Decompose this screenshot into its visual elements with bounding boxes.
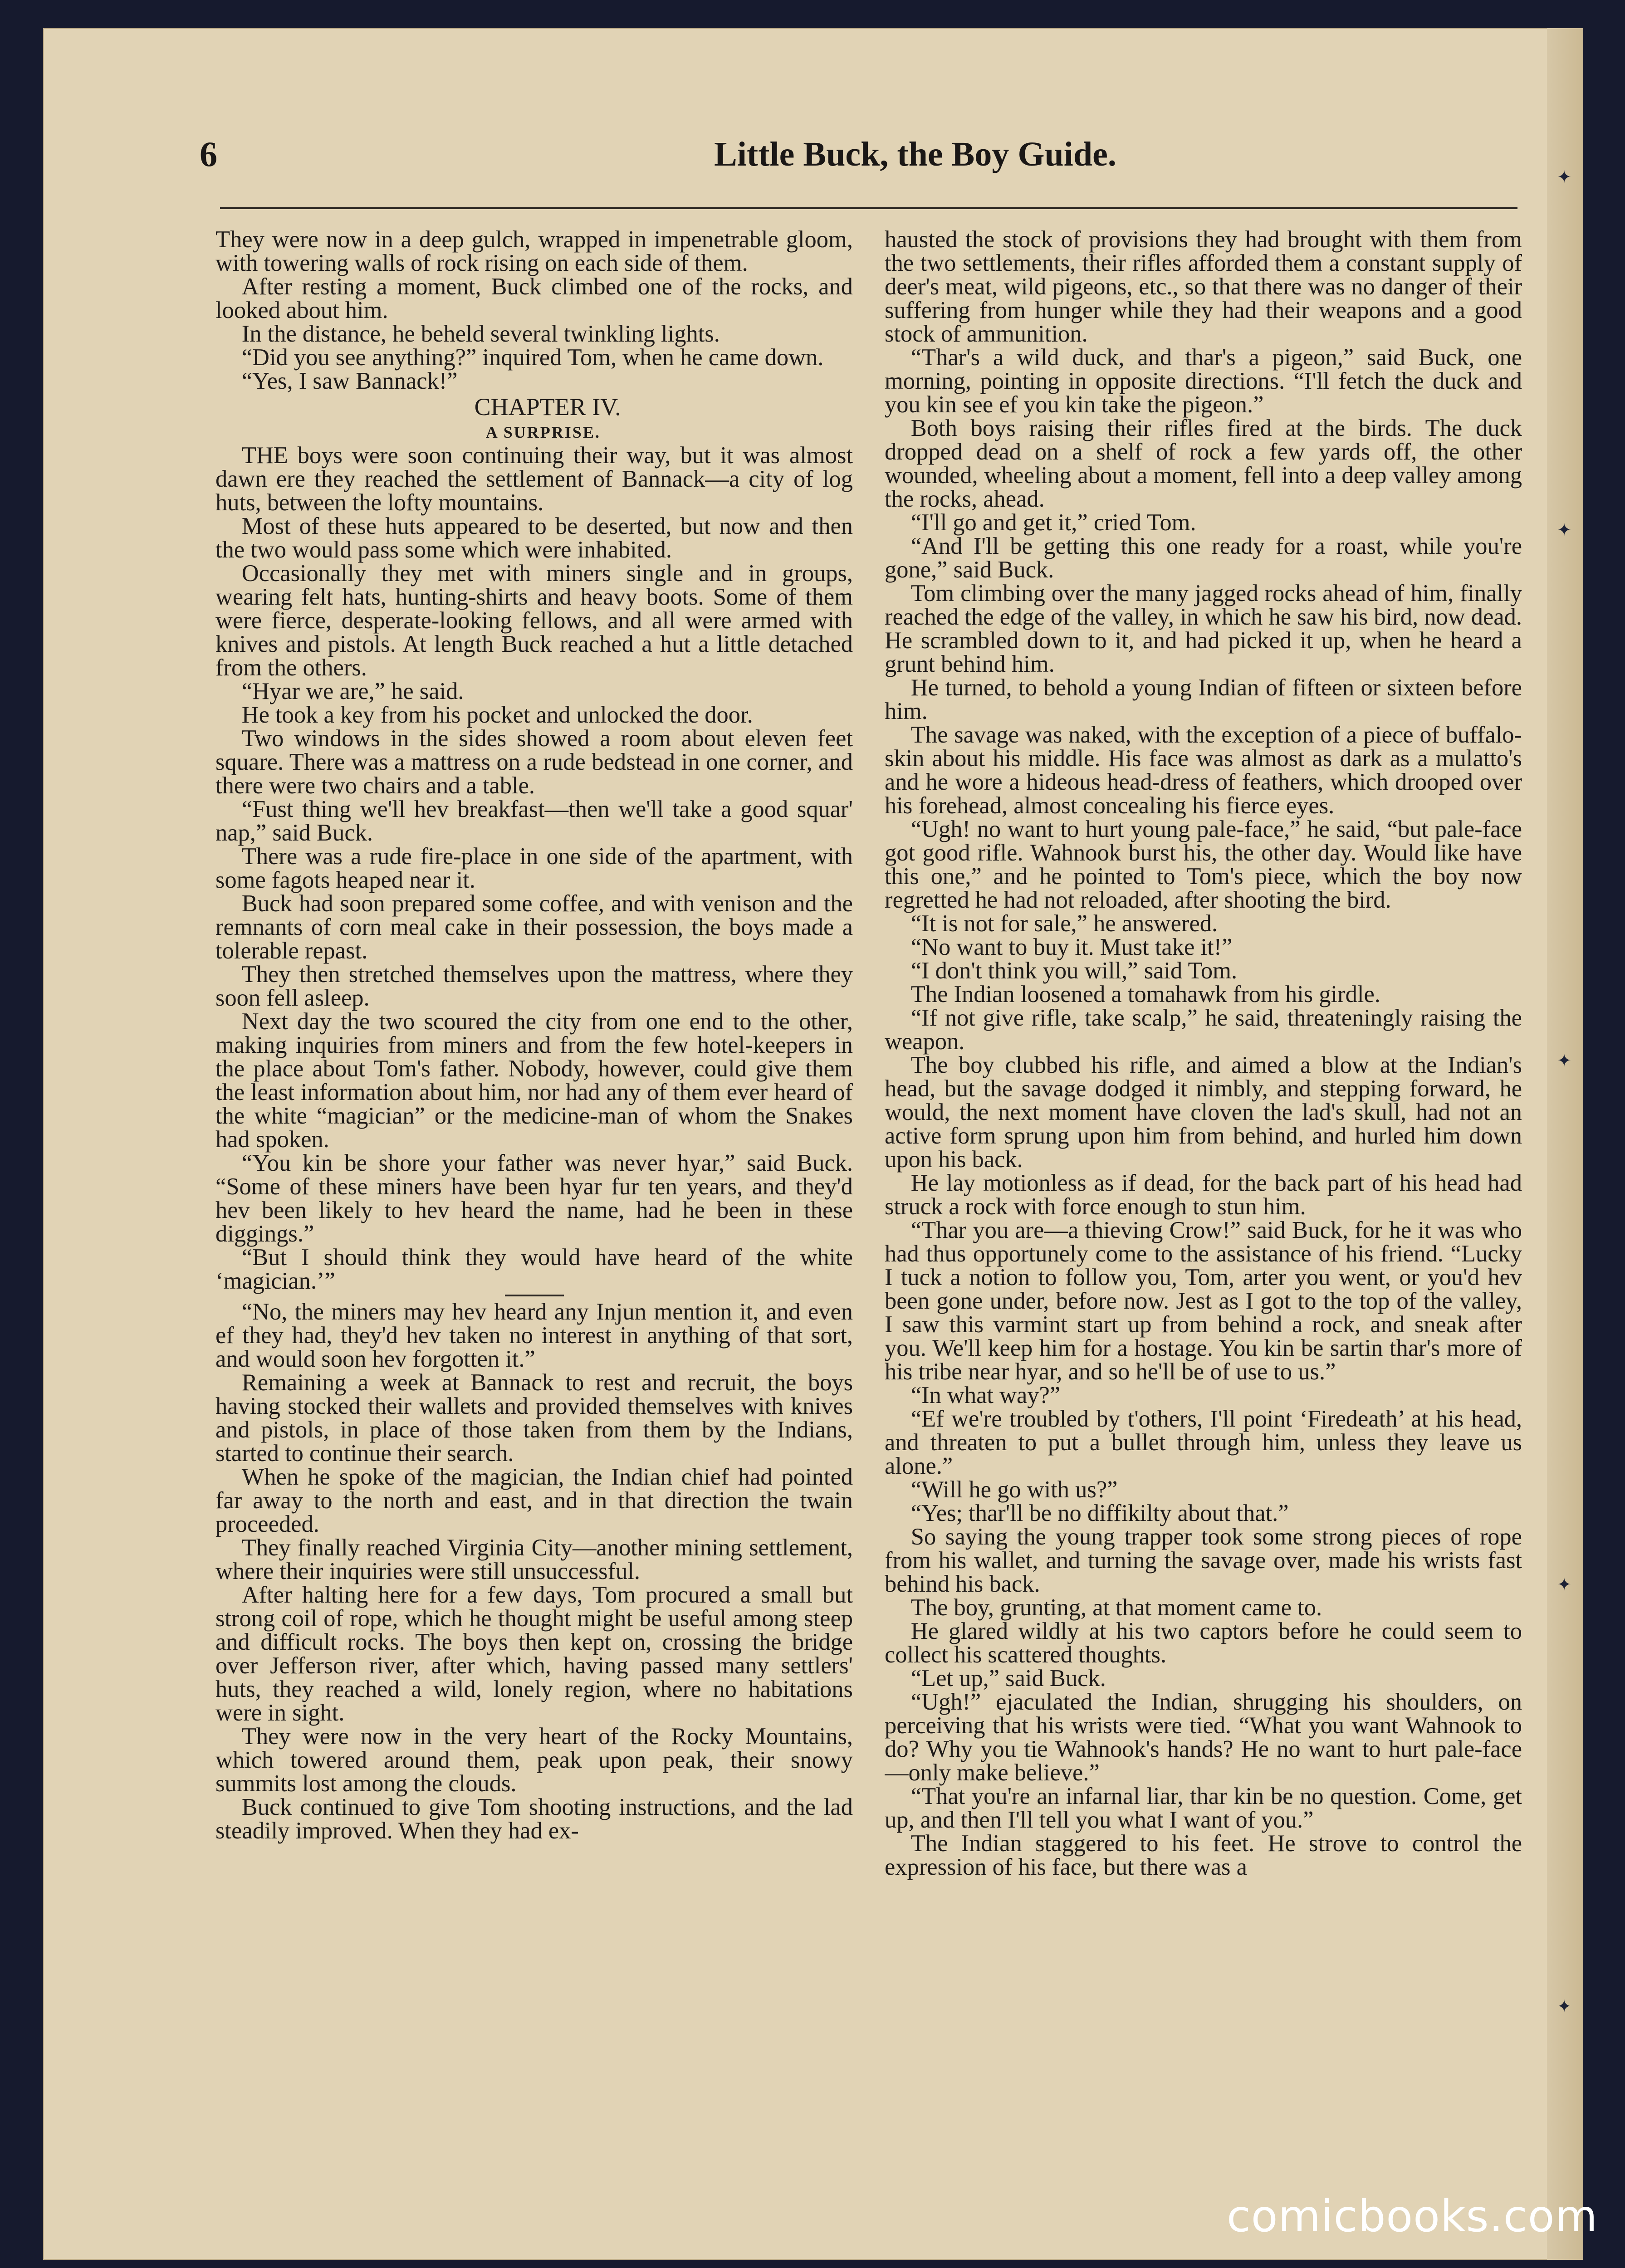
- paragraph: Remaining a week at Bannack to rest and recruit, the boys having stocked their wallets and provided themselves with knives and pistols, in place of those taken from them by the Indians, started to continue their search.: [215, 1369, 853, 1466]
- paragraph: “I don't think you will,” said Tom.: [910, 958, 1238, 984]
- paragraph: Buck continued to give Tom shooting instructions, and the lad steadily improved. When they had ex-: [215, 1794, 853, 1844]
- paragraph: “Fust thing we'll hev breakfast—then we'll take a good squar' nap,” said Buck.: [215, 796, 853, 846]
- paragraph: “Thar's a wild duck, and thar's a pigeon,” said Buck, one morning, pointing in opposite directions. “I'll fetch the duck and you kin see ef you kin take the pigeon.”: [885, 344, 1522, 418]
- section-divider: [505, 1295, 564, 1296]
- paragraph: hausted the stock of provisions they had brought with them from the two settlements, their rifles afforded them a constant supply of deer's meat, wild pigeons, etc., so that there was no danger of their suffering from hunger while they had their weapons and a good stock of ammunition.: [885, 228, 1522, 347]
- paragraph: He took a key from his pocket and unlocked the door.: [241, 702, 753, 728]
- paragraph: “Let up,” said Buck.: [910, 1665, 1106, 1691]
- paragraph: “If not give rifle, take scalp,” he said, threateningly raising the weapon.: [885, 1005, 1522, 1055]
- paragraph: “But I should think they would have heard of the white ‘magician.’”: [215, 1244, 853, 1294]
- binding-staple-icon: ✦: [1557, 520, 1571, 540]
- paragraph: They were now in a deep gulch, wrapped in impenetrable gloom, with towering walls of rock rising on each side of them.: [215, 228, 853, 276]
- header-rule: [220, 207, 1517, 209]
- paragraph: Next day the two scoured the city from one end to the other, making inquiries from miners and from the few hotel-keepers in the place about Tom's father. Nobody, however, could give them the least information about him, nor had any of them ever heard of the white “magician” or the medicine-man of whom the Snakes had spoken.: [215, 1008, 853, 1153]
- paragraph: So saying the young trapper took some strong pieces of rope from his wallet, and turning the savage over, made his wrists fast behind his back.: [885, 1524, 1522, 1597]
- binding-staple-icon: ✦: [1557, 167, 1571, 187]
- running-title: Little Buck, the Boy Guide.: [714, 135, 1116, 173]
- page-header: [200, 132, 1522, 181]
- paragraph: Two windows in the sides showed a room about eleven feet square. There was a mattress on a rude bedstead in one corner, and there were two chairs and a table.: [215, 725, 853, 799]
- paragraph: THE boys were soon continuing their way, but it was almost dawn ere they reached the settlement of Bannack—a city of log huts, between the lofty mountains.: [215, 442, 853, 516]
- chapter-subtitle: A SURPRISE.: [485, 423, 601, 441]
- paragraph: “Did you see anything?” inquired Tom, when he came down.: [241, 344, 824, 371]
- right-text-column: [885, 228, 1522, 2133]
- paragraph: “You kin be shore your father was never hyar,” said Buck. “Some of these miners have been hyar fur ten years, and they'd hev been likely to hev heard the name, had he been in these diggings.”: [215, 1150, 853, 1247]
- paragraph: There was a rude fire-place in one side of the apartment, with some fagots heaped near it.: [215, 843, 853, 893]
- paragraph: “I'll go and get it,” cried Tom.: [910, 509, 1196, 536]
- paragraph: He lay motionless as if dead, for the back part of his head had struck a rock with force enough to stun him.: [885, 1170, 1522, 1220]
- paragraph: The Indian loosened a tomahawk from his girdle.: [910, 981, 1380, 1007]
- binding-staple-icon: ✦: [1557, 1051, 1571, 1070]
- paragraph: When he spoke of the magician, the Indian chief had pointed far away to the north and east, and in that direction the twain proceeded.: [215, 1464, 853, 1537]
- binding-staple-icon: ✦: [1557, 1574, 1571, 1594]
- left-text-column: [215, 228, 853, 2133]
- paragraph: “No want to buy it. Must take it!”: [910, 934, 1233, 960]
- paragraph: “Hyar we are,” he said.: [241, 678, 464, 704]
- paragraph: “And I'll be getting this one ready for a roast, while you're gone,” said Buck.: [885, 533, 1522, 583]
- paragraph: He turned, to behold a young Indian of fifteen or sixteen before him.: [885, 675, 1522, 724]
- paragraph: The boy, grunting, at that moment came to.: [910, 1594, 1322, 1621]
- paragraph: The boy clubbed his rifle, and aimed a blow at the Indian's head, but the savage dodged it nimbly, and stepping forward, he would, the next moment have cloven the lad's skull, had not an active form sprung upon him from behind, and hurled him down upon his back.: [885, 1052, 1522, 1173]
- paragraph: “Ef we're troubled by t'others, I'll point ‘Firedeath’ at his head, and threaten to put a bullet through him, unless they leave us alone.”: [885, 1406, 1522, 1479]
- paragraph: “Will he go with us?”: [910, 1476, 1118, 1503]
- paragraph: Both boys raising their rifles fired at the birds. The duck dropped dead on a shelf of rock a few yards off, the other wounded, wheeling about a moment, fell into a deep valley among the rocks, ahead.: [885, 415, 1522, 512]
- paragraph: Tom climbing over the many jagged rocks ahead of him, finally reached the edge of the valley, in which he saw his bird, now dead. He scrambled down to it, and had picked it up, when he heard a grunt behind him.: [885, 580, 1522, 677]
- chapter-title: CHAPTER IV.: [474, 393, 621, 420]
- paragraph: “That you're an infarnal liar, thar kin be no question. Come, get up, and then I'll tell you what I want of you.”: [885, 1783, 1522, 1833]
- paragraph: “Yes, I saw Bannack!”: [241, 368, 458, 394]
- binding-staple-icon: ✦: [1557, 1996, 1571, 2016]
- paragraph: “Yes; thar'll be no diffikilty about that.”: [910, 1500, 1289, 1526]
- paragraph: “In what way?”: [910, 1382, 1061, 1408]
- paragraph: The savage was naked, with the exception of a piece of buffalo-skin about his middle. His face was almost as dark as a mulatto's and he wore a hideous head-dress of feathers, which drooped over his forehead, almost concealing his fierce eyes.: [885, 722, 1522, 819]
- paragraph: They were now in the very heart of the Rocky Mountains, which towered around them, peak upon peak, their snowy summits lost among the clouds.: [215, 1723, 853, 1797]
- magazine-page: [43, 28, 1583, 2260]
- paragraph: The Indian staggered to his feet. He strove to control the expression of his face, but there was a: [885, 1830, 1522, 1880]
- paragraph: “It is not for sale,” he answered.: [910, 910, 1218, 937]
- page-number: 6: [200, 134, 217, 174]
- paragraph: After resting a moment, Buck climbed one of the rocks, and looked about him.: [215, 274, 853, 323]
- paragraph: He glared wildly at his two captors before he could seem to collect his scattered thoughts.: [885, 1618, 1522, 1668]
- paragraph: After halting here for a few days, Tom procured a small but strong coil of rope, which he thought might be useful among steep and difficult rocks. The boys then kept on, crossing the bridge over Jefferson river, after which, having passed many settlers' huts, they reached a wild, lonely region, where no habitations were in sight.: [215, 1582, 853, 1726]
- paragraph: “No, the miners may hev heard any Injun mention it, and even ef they had, they'd hev taken no interest in anything of that sort, and would soon hev forgotten it.”: [215, 1299, 853, 1372]
- paragraph: They finally reached Virginia City—another mining settlement, where their inquiries were still unsuccessful.: [215, 1535, 853, 1584]
- paragraph: Buck had soon prepared some coffee, and with venison and the remnants of corn meal cake in their possession, the boys made a tolerable repast.: [215, 890, 853, 964]
- paragraph: “Thar you are—a thieving Crow!” said Buck, for he it was who had thus opportunely come to the assistance of his friend. “Lucky I tuck a notion to follow you, Tom, arter you went, or you'd hev been gone under, before now. Jest as I got to the top of the valley, I saw this varmint start up from behind a rock, and sneak after you. We'll keep him for a hostage. You kin be sartin thar's more of his tribe near hyar, and so he'll be of use to us.”: [885, 1217, 1522, 1385]
- paragraph: They then stretched themselves upon the mattress, where they soon fell asleep.: [215, 961, 853, 1011]
- paragraph: “Ugh!” ejaculated the Indian, shrugging his shoulders, on perceiving that his wrists were tied. “What you want Wahnook to do? Why you tie Wahnook's hands? He no want to hurt pale-face—only make believe.”: [885, 1689, 1522, 1786]
- site-watermark: comicbooks.com: [1226, 2191, 1598, 2242]
- paragraph: Most of these huts appeared to be deserted, but now and then the two would pass some which were inhabited.: [215, 513, 853, 563]
- paragraph: In the distance, he beheld several twinkling lights.: [241, 321, 720, 347]
- paragraph: Occasionally they met with miners single and in groups, wearing felt hats, hunting-shirts and heavy boots. Some of them were fierce, desperate-looking fellows, and all were armed with knives and pistols. At length Buck reached a hut a little detached from the others.: [215, 560, 853, 681]
- paragraph: “Ugh! no want to hurt young pale-face,” he said, “but pale-face got good rifle. Wahnook burst his, the other day. Would like have this one,” and he pointed to Tom's piece, which the boy now regretted he had not reloaded, after shooting the bird.: [885, 816, 1522, 913]
- page-fold-shadow: [1547, 28, 1583, 2260]
